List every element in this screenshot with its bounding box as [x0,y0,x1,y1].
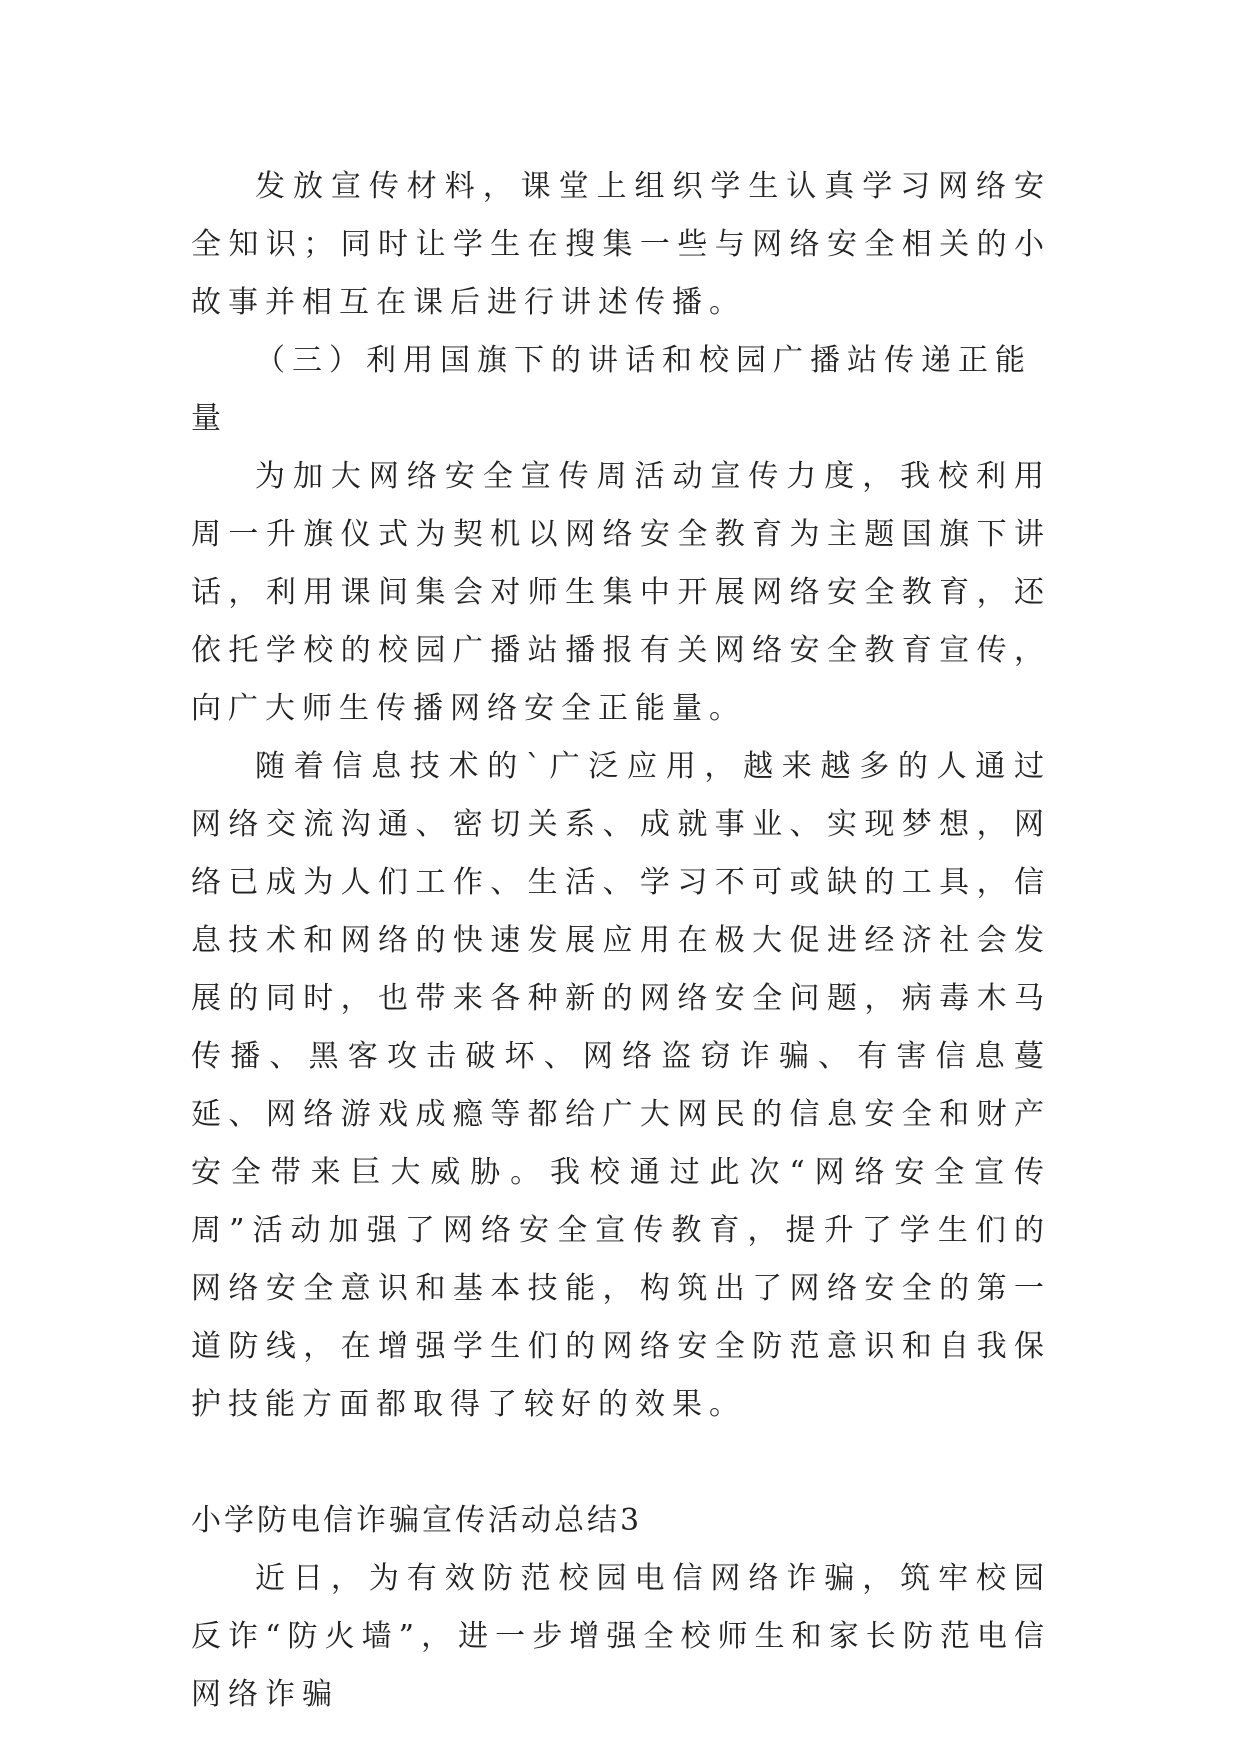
document-body [191,158,1051,1724]
paragraph-flag-raising-ceremony: 为加大网络安全宣传周活动宣传力度，我校利用周一升旗仪式为契机以网络安全教育为主题国旗下讲话，利用课间集会对师生集中开展网络安全教育，还依托学校的校园广播站播报有关网络安全教育宣传，向广大师生传播网络安全正能量。 [191,459,1051,726]
paragraph-publicity-materials: 发放宣传材料，课堂上组织学生认真学习网络安全知识；同时让学生在搜集一些与网络安全相关的小故事并相互在课后进行讲述传播。 [191,169,1051,320]
subheading-flag-speech-broadcast: （三）利用国旗下的讲话和校园广播站传递正能量 [191,343,1032,436]
paragraph-anti-fraud-intro: 近日，为有效防范校园电信网络诈骗，筑牢校园反诈“防火墙”，进一步增强全校师生和家长防范电信网络诈骗 [191,1561,1051,1712]
paragraph-information-technology: 随着信息技术的`广泛应用，越来越多的人通过网络交流沟通、密切关系、成就事业、实现梦想，网络已成为人们工作、生活、学习不可或缺的工具，信息技术和网络的快速发展应用在极大促进经济社会发展的同时，也带来各种新的网络安全问题，病毒木马传播、黑客攻击破坏、网络盗窃诈骗、有害信息蔓延、网络游戏成瘾等都给广大网民的信息安全和财产安全带来巨大威胁。我校通过此次“网络安全宣传周”活动加强了网络安全宣传教育，提升了学生们的网络安全意识和基本技能，构筑出了网络安全的第一道防线，在增强学生们的网络安全防范意识和自我保护技能方面都取得了较好的效果。 [191,749,1051,1422]
section-title: 小学防电信诈骗宣传活动总结3 [191,1503,643,1538]
